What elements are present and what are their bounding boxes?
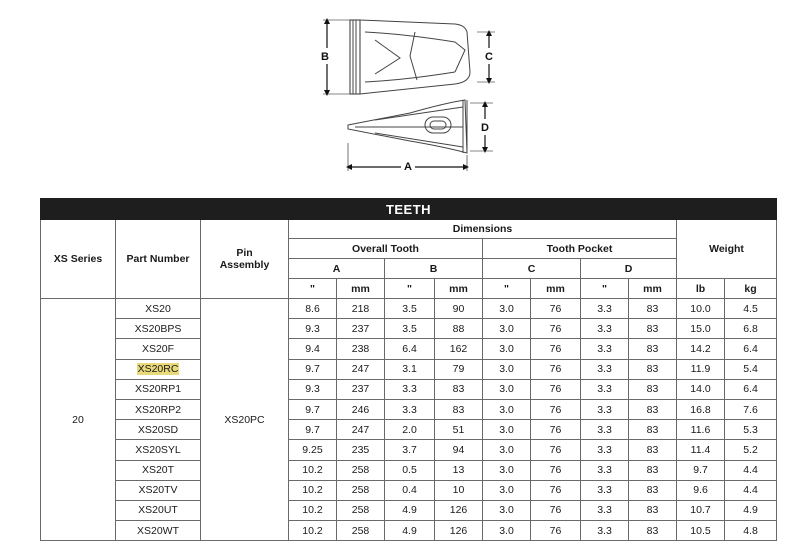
cell-d-in: 3.3: [581, 379, 629, 399]
cell-a-in: 9.3: [289, 319, 337, 339]
cell-a-in: 9.4: [289, 339, 337, 359]
table-row: [41, 399, 777, 419]
cell-b-mm: 10: [435, 480, 483, 500]
header-c-inch: ": [483, 279, 531, 299]
dimension-d-marker: [470, 101, 494, 153]
dimension-a-marker: [346, 143, 469, 173]
cell-a-mm: 235: [337, 440, 385, 460]
cell-d-mm: 83: [629, 440, 677, 460]
header-b: B: [385, 259, 483, 279]
cell-d-in: 3.3: [581, 359, 629, 379]
header-d-mm: mm: [629, 279, 677, 299]
cell-a-in: 10.2: [289, 460, 337, 480]
cell-b-in: 3.3: [385, 399, 435, 419]
cell-kg: 6.4: [725, 379, 777, 399]
table-row: [41, 500, 777, 520]
cell-lb: 16.8: [677, 399, 725, 419]
tooth-top-view-diagram: [305, 10, 505, 102]
cell-kg: 6.4: [725, 339, 777, 359]
cell-c-in: 3.0: [483, 420, 531, 440]
cell-a-in: 9.3: [289, 379, 337, 399]
cell-b-mm: 162: [435, 339, 483, 359]
cell-b-in: 0.4: [385, 480, 435, 500]
part-number-cell: XS20BPS: [116, 319, 201, 339]
header-weight-lb: lb: [677, 279, 725, 299]
table-row: [41, 440, 777, 460]
cell-d-in: 3.3: [581, 500, 629, 520]
header-a: A: [289, 259, 385, 279]
cell-a-mm: 218: [337, 299, 385, 319]
header-pin-line1: Pin: [236, 247, 253, 259]
cell-a-mm: 247: [337, 359, 385, 379]
highlighted-part-number: XS20RC: [137, 363, 179, 376]
table-row: [41, 359, 777, 379]
table-row: [41, 521, 777, 541]
table-row: [41, 420, 777, 440]
cell-lb: 15.0: [677, 319, 725, 339]
part-number-cell: XS20SD: [116, 420, 201, 440]
cell-b-in: 2.0: [385, 420, 435, 440]
dimension-c-marker: [477, 30, 497, 84]
cell-c-mm: 76: [531, 500, 581, 520]
cell-d-in: 3.3: [581, 299, 629, 319]
cell-kg: 4.8: [725, 521, 777, 541]
part-number-cell: XS20F: [116, 339, 201, 359]
cell-a-in: 10.2: [289, 521, 337, 541]
cell-b-in: 3.5: [385, 319, 435, 339]
header-tooth-pocket: Tooth Pocket: [483, 239, 677, 259]
cell-kg: 4.9: [725, 500, 777, 520]
table-row: [41, 379, 777, 399]
tooth-side-outline: [348, 100, 467, 153]
cell-c-in: 3.0: [483, 500, 531, 520]
cell-c-mm: 76: [531, 480, 581, 500]
table-title: TEETH: [41, 199, 777, 220]
cell-lb: 14.0: [677, 379, 725, 399]
header-dimensions: Dimensions: [289, 220, 677, 239]
cell-a-mm: 247: [337, 420, 385, 440]
cell-c-in: 3.0: [483, 440, 531, 460]
cell-kg: 7.6: [725, 399, 777, 419]
header-pin-assembly: [201, 220, 289, 299]
header-weight: Weight: [677, 220, 777, 279]
cell-c-mm: 76: [531, 440, 581, 460]
cell-a-in: 8.6: [289, 299, 337, 319]
cell-d-mm: 83: [629, 359, 677, 379]
table-row: [41, 480, 777, 500]
part-number-cell: XS20RP2: [116, 399, 201, 419]
header-c-mm: mm: [531, 279, 581, 299]
cell-b-in: 3.3: [385, 379, 435, 399]
header-d-inch: ": [581, 279, 629, 299]
cell-b-mm: 126: [435, 500, 483, 520]
cell-d-mm: 83: [629, 460, 677, 480]
cell-a-mm: 258: [337, 500, 385, 520]
cell-b-in: 4.9: [385, 500, 435, 520]
cell-a-mm: 258: [337, 521, 385, 541]
header-part-number: Part Number: [116, 220, 201, 299]
header-a-inch: ": [289, 279, 337, 299]
header-b-inch: ": [385, 279, 435, 299]
cell-d-mm: 83: [629, 521, 677, 541]
cell-lb: 14.2: [677, 339, 725, 359]
cell-c-mm: 76: [531, 521, 581, 541]
table-row: [41, 339, 777, 359]
part-number-cell: XS20TV: [116, 480, 201, 500]
cell-a-in: 10.2: [289, 480, 337, 500]
cell-d-mm: 83: [629, 399, 677, 419]
cell-c-mm: 76: [531, 359, 581, 379]
part-number-cell: XS20SYL: [116, 440, 201, 460]
cell-b-mm: 51: [435, 420, 483, 440]
cell-c-mm: 76: [531, 379, 581, 399]
cell-a-in: 9.7: [289, 420, 337, 440]
dimension-a-label: A: [404, 161, 412, 173]
table-row: [41, 319, 777, 339]
part-number-cell: [116, 359, 201, 379]
dimension-c-label: C: [485, 51, 493, 63]
cell-d-in: 3.3: [581, 480, 629, 500]
table-row: [41, 299, 777, 319]
cell-a-mm: 237: [337, 319, 385, 339]
cell-d-mm: 83: [629, 299, 677, 319]
tooth-side-view-diagram: [335, 95, 505, 175]
part-number-cell: XS20T: [116, 460, 201, 480]
tooth-top-outline: [350, 20, 470, 94]
cell-kg: 5.4: [725, 359, 777, 379]
cell-d-in: 3.3: [581, 521, 629, 541]
header-d: D: [581, 259, 677, 279]
cell-d-in: 3.3: [581, 440, 629, 460]
cell-lb: 10.0: [677, 299, 725, 319]
cell-kg: 4.4: [725, 480, 777, 500]
header-pin-line2: Assembly: [219, 259, 270, 271]
cell-lb: 11.4: [677, 440, 725, 460]
cell-kg: 6.8: [725, 319, 777, 339]
cell-c-in: 3.0: [483, 379, 531, 399]
dimension-b-marker: [319, 18, 350, 96]
dimension-d-label: D: [481, 122, 489, 134]
cell-b-mm: 13: [435, 460, 483, 480]
header-b-mm: mm: [435, 279, 483, 299]
cell-b-mm: 90: [435, 299, 483, 319]
cell-c-in: 3.0: [483, 521, 531, 541]
cell-a-mm: 258: [337, 480, 385, 500]
cell-c-in: 3.0: [483, 359, 531, 379]
part-number-cell: XS20WT: [116, 521, 201, 541]
cell-c-in: 3.0: [483, 319, 531, 339]
cell-c-mm: 76: [531, 339, 581, 359]
cell-b-mm: 79: [435, 359, 483, 379]
table-body: [41, 299, 777, 541]
cell-b-mm: 94: [435, 440, 483, 460]
pin-assembly-cell: XS20PC: [201, 299, 289, 541]
cell-d-mm: 83: [629, 420, 677, 440]
cell-lb: 10.5: [677, 521, 725, 541]
cell-c-in: 3.0: [483, 480, 531, 500]
cell-kg: 4.5: [725, 299, 777, 319]
cell-b-in: 6.4: [385, 339, 435, 359]
cell-b-in: 3.7: [385, 440, 435, 460]
header-c: C: [483, 259, 581, 279]
cell-a-mm: 258: [337, 460, 385, 480]
part-number-cell: XS20UT: [116, 500, 201, 520]
cell-d-mm: 83: [629, 379, 677, 399]
cell-a-in: 10.2: [289, 500, 337, 520]
cell-b-in: 3.5: [385, 299, 435, 319]
cell-a-in: 9.7: [289, 399, 337, 419]
cell-c-mm: 76: [531, 319, 581, 339]
series-cell: 20: [41, 299, 116, 541]
cell-d-mm: 83: [629, 339, 677, 359]
cell-b-in: 3.1: [385, 359, 435, 379]
cell-c-in: 3.0: [483, 399, 531, 419]
cell-c-mm: 76: [531, 399, 581, 419]
cell-d-in: 3.3: [581, 420, 629, 440]
cell-b-in: 0.5: [385, 460, 435, 480]
header-xs-series: XS Series: [41, 220, 116, 299]
cell-d-in: 3.3: [581, 339, 629, 359]
cell-b-mm: 83: [435, 379, 483, 399]
cell-lb: 10.7: [677, 500, 725, 520]
cell-c-mm: 76: [531, 460, 581, 480]
cell-d-in: 3.3: [581, 319, 629, 339]
cell-a-mm: 237: [337, 379, 385, 399]
cell-b-mm: 88: [435, 319, 483, 339]
cell-b-mm: 83: [435, 399, 483, 419]
cell-c-mm: 76: [531, 299, 581, 319]
cell-lb: 11.9: [677, 359, 725, 379]
cell-kg: 4.4: [725, 460, 777, 480]
cell-a-mm: 246: [337, 399, 385, 419]
part-number-cell: XS20: [116, 299, 201, 319]
cell-b-in: 4.9: [385, 521, 435, 541]
table-row: [41, 460, 777, 480]
cell-d-mm: 83: [629, 500, 677, 520]
cell-d-in: 3.3: [581, 399, 629, 419]
cell-d-mm: 83: [629, 480, 677, 500]
header-overall-tooth: Overall Tooth: [289, 239, 483, 259]
header-a-mm: mm: [337, 279, 385, 299]
cell-c-in: 3.0: [483, 460, 531, 480]
cell-c-in: 3.0: [483, 299, 531, 319]
cell-lb: 9.7: [677, 460, 725, 480]
cell-d-in: 3.3: [581, 460, 629, 480]
header-weight-kg: kg: [725, 279, 777, 299]
cell-c-in: 3.0: [483, 339, 531, 359]
teeth-spec-table: [40, 198, 777, 541]
part-number-cell: XS20RP1: [116, 379, 201, 399]
cell-b-mm: 126: [435, 521, 483, 541]
cell-d-mm: 83: [629, 319, 677, 339]
cell-kg: 5.3: [725, 420, 777, 440]
cell-lb: 9.6: [677, 480, 725, 500]
cell-a-mm: 238: [337, 339, 385, 359]
cell-lb: 11.6: [677, 420, 725, 440]
cell-a-in: 9.7: [289, 359, 337, 379]
cell-kg: 5.2: [725, 440, 777, 460]
cell-a-in: 9.25: [289, 440, 337, 460]
cell-c-mm: 76: [531, 420, 581, 440]
dimension-b-label: B: [321, 51, 329, 63]
